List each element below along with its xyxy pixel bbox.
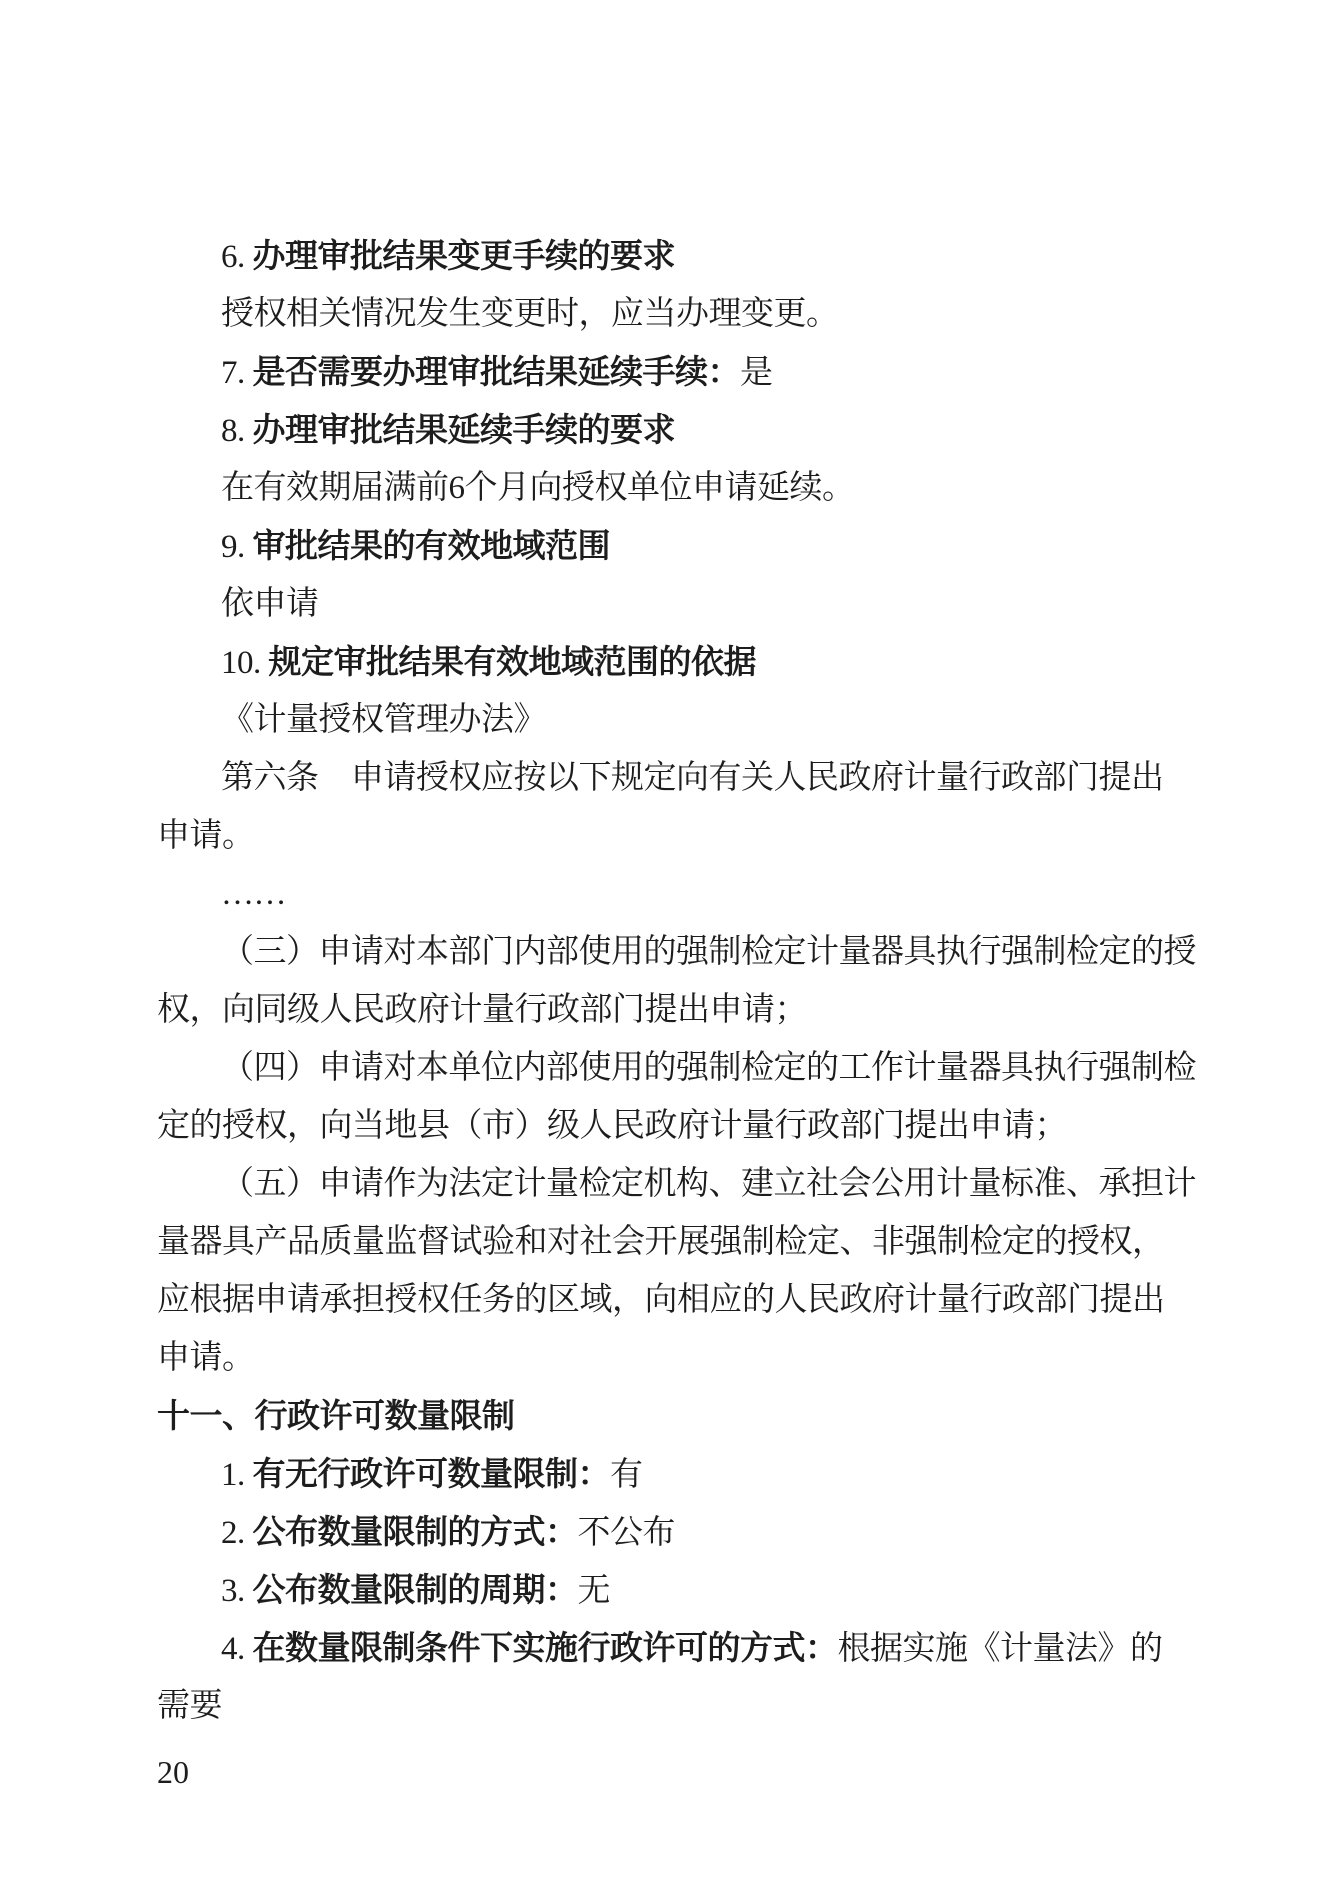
- item-7-heading: [157, 343, 1162, 401]
- text-segment: 办理审批结果变更手续的要求: [252, 237, 675, 274]
- text-segment: 2.: [221, 1515, 253, 1551]
- item-11-2: [157, 1503, 1162, 1561]
- text-segment: 规定审批结果有效地域范围的依据: [268, 643, 756, 680]
- section-11-heading: [157, 1387, 1162, 1445]
- clause-5-line-2: [157, 1213, 1165, 1271]
- item-6-body: [157, 285, 1162, 343]
- text-segment: 8.: [221, 413, 253, 449]
- text-segment: 申请。: [157, 818, 255, 854]
- text-segment: 有: [610, 1457, 643, 1493]
- text-segment: 审批结果的有效地域范围: [252, 527, 610, 564]
- text-segment: 定的授权，向当地县（市）级人民政府计量行政部门提出申请；: [157, 1108, 1067, 1144]
- text-segment: 是否需要办理审批结果延续手续：: [252, 353, 740, 390]
- text-segment: 公布数量限制的周期：: [252, 1571, 578, 1608]
- item-11-1: [157, 1445, 1162, 1503]
- text-segment: 4.: [221, 1631, 253, 1667]
- item-6-heading: [157, 227, 1162, 285]
- clause-4-line-1: [157, 1039, 1196, 1097]
- text-segment: 需要: [157, 1688, 222, 1724]
- text-segment: 授权相关情况发生变更时，应当办理变更。: [221, 296, 839, 332]
- text-segment: 10.: [221, 645, 269, 681]
- text-segment: 十一、行政许可数量限制: [157, 1397, 515, 1434]
- ellipsis-line: [157, 865, 1162, 923]
- article-6-line-1: [157, 749, 1162, 807]
- text-segment: 6.: [221, 239, 253, 275]
- item-11-3: [157, 1561, 1162, 1619]
- clause-3-line-1: [157, 923, 1196, 981]
- clause-3-line-2: [157, 981, 1162, 1039]
- item-8-body: [157, 459, 1162, 517]
- clause-4-line-2: [157, 1097, 1162, 1155]
- page-number: 20: [157, 1754, 189, 1790]
- item-10-heading: [157, 633, 1162, 691]
- text-segment: 3.: [221, 1573, 253, 1609]
- text-segment: 9.: [221, 529, 253, 565]
- text-segment: （五）申请作为法定计量检定机构、建立社会公用计量标准、承担计: [221, 1166, 1196, 1202]
- text-segment: 办理审批结果延续手续的要求: [252, 411, 675, 448]
- text-segment: （四）申请对本单位内部使用的强制检定的工作计量器具执行强制检: [221, 1050, 1196, 1086]
- clause-5-line-3: [157, 1271, 1165, 1329]
- clause-5-line-4: [157, 1329, 1162, 1387]
- regulation-title: [157, 691, 1162, 749]
- text-segment: 公布数量限制的方式：: [252, 1513, 578, 1550]
- text-segment: 根据实施《计量法》的: [837, 1631, 1163, 1667]
- item-9-heading: [157, 517, 1162, 575]
- text-segment: 申请。: [157, 1340, 255, 1376]
- text-segment: 在数量限制条件下实施行政许可的方式：: [252, 1629, 838, 1666]
- text-segment: 权，向同级人民政府计量行政部门提出申请；: [157, 992, 807, 1028]
- clause-5-line-1: [157, 1155, 1196, 1213]
- document-body: [157, 227, 1196, 1735]
- text-segment: 1.: [221, 1457, 253, 1493]
- item-11-4-line-1: [157, 1619, 1162, 1677]
- text-segment: （三）申请对本部门内部使用的强制检定计量器具执行强制检定的授: [221, 934, 1196, 970]
- text-segment: 在有效期届满前6个月向授权单位申请延续。: [221, 470, 855, 506]
- text-segment: 应根据申请承担授权任务的区域，向相应的人民政府计量行政部门提出: [157, 1282, 1165, 1318]
- text-segment: 无: [577, 1573, 610, 1609]
- item-8-heading: [157, 401, 1162, 459]
- text-segment: 有无行政许可数量限制：: [252, 1455, 610, 1492]
- article-6-line-2: [157, 807, 1162, 865]
- text-segment: 依申请: [221, 586, 319, 622]
- text-segment: 《计量授权管理办法》: [221, 702, 546, 738]
- text-segment: ……: [221, 876, 286, 912]
- text-segment: 7.: [221, 355, 253, 391]
- text-segment: 量器具产品质量监督试验和对社会开展强制检定、非强制检定的授权，: [157, 1224, 1165, 1260]
- text-segment: 不公布: [577, 1515, 675, 1551]
- item-9-body: [157, 575, 1162, 633]
- text-segment: 第六条 申请授权应按以下规定向有关人民政府计量行政部门提出: [221, 760, 1164, 796]
- item-11-4-line-2: [157, 1677, 1162, 1735]
- text-segment: 是: [740, 355, 773, 391]
